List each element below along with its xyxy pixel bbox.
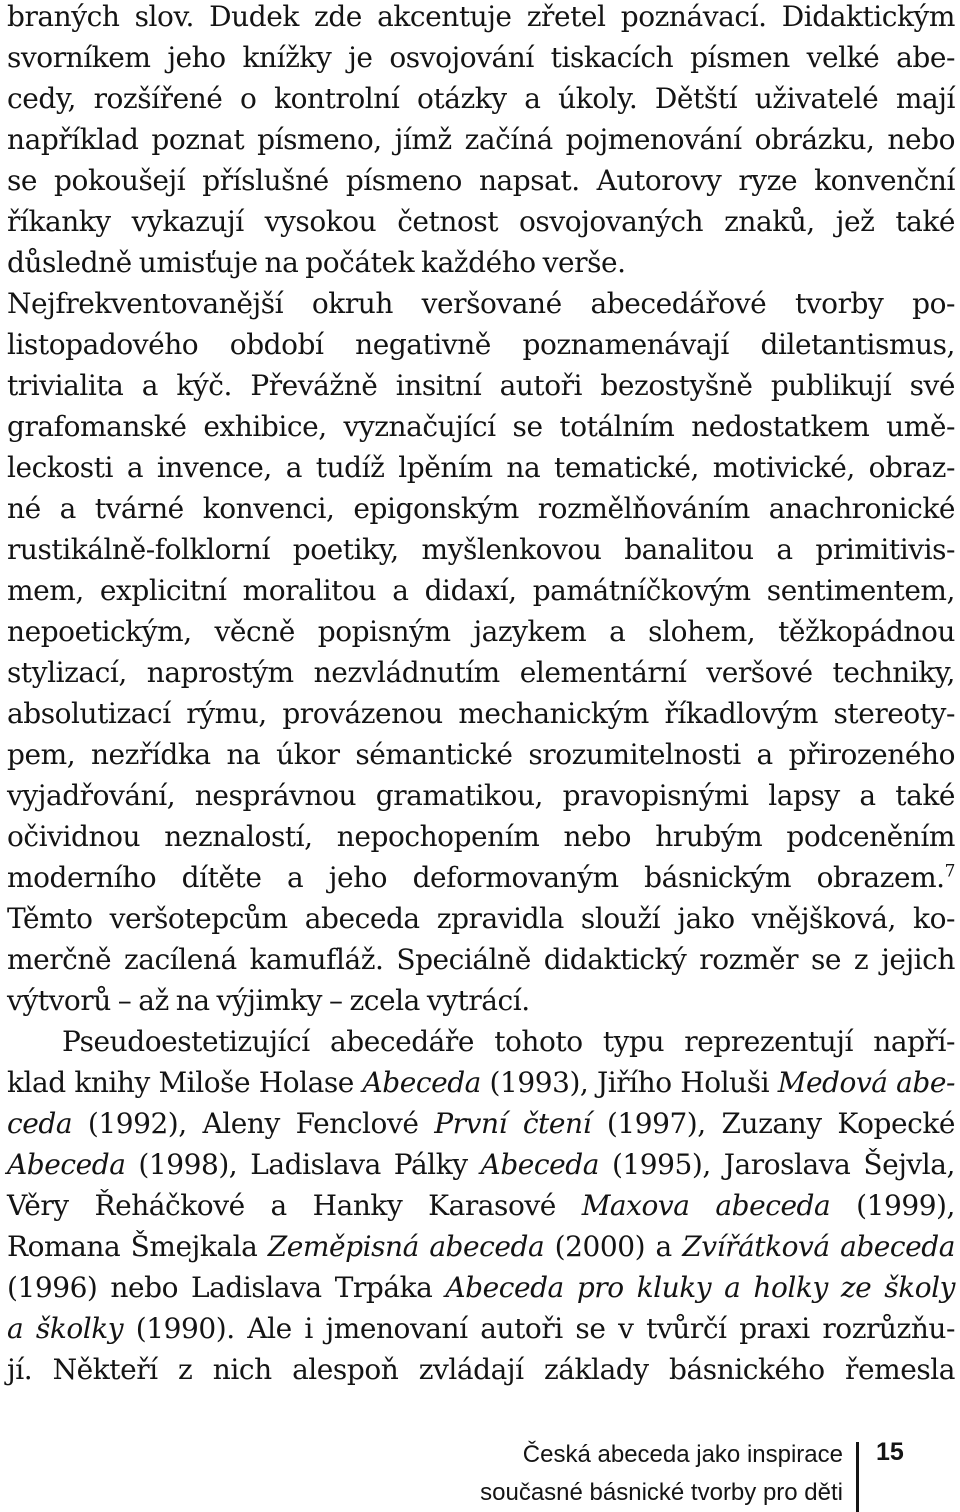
text-segment: absolutizací rýmu, provázenou mechanickým říkadlovým stereoty- (7, 697, 955, 730)
italic-title: První čtení (434, 1107, 592, 1140)
text-segment: (1998), Ladislava Pálky (125, 1148, 481, 1181)
text-segment: očividnou neznalostí, nepochopením nebo hrubým podceněním (7, 820, 955, 853)
text-line (7, 980, 955, 1021)
text-line (7, 201, 955, 242)
footnote-marker: 7 (944, 861, 955, 882)
running-head-line-2: současné básnické tvorby pro děti (480, 1479, 843, 1506)
text-line (7, 1226, 955, 1267)
text-segment: né a tvárné konvenci, epigonským rozmělňováním anachronické (7, 492, 955, 525)
text-line (7, 1308, 955, 1349)
text-line (7, 37, 955, 78)
text-line (7, 0, 955, 37)
text-segment: pem, nezřídka na úkor sémantické srozumitelnosti a přirozeného (7, 738, 955, 771)
text-segment: (1999), (830, 1189, 955, 1222)
text-line (7, 1062, 955, 1103)
text-line (7, 447, 955, 488)
text-segment: (1995), Jaroslava Šejvla, (598, 1148, 956, 1181)
text-segment: trivialita a kýč. Převážně insitní autoři bezostyšně publikují své (7, 369, 955, 402)
text-line (7, 652, 955, 693)
text-segment: například poznat písmeno, jímž začíná pojmenování obrázku, nebo (7, 123, 955, 156)
text-segment: grafomanské exhibice, vyznačující se totálním nedostatkem umě- (7, 410, 955, 443)
text-line (7, 365, 955, 406)
text-segment: (1993), Jiřího Holuši (480, 1066, 778, 1099)
text-segment: rustikálně-folklorní poetiky, myšlenkovou banalitou a primitivis- (7, 533, 955, 566)
text-segment: nepoetickým, věcně popisným jazykem a slohem, těžkopádnou (7, 615, 955, 648)
text-line (7, 857, 955, 898)
text-segment: Těmto veršotepcům abeceda zpravidla slouží jako vnějšková, ko- (7, 902, 955, 935)
text-line (7, 529, 955, 570)
running-head-line-1: Česká abeceda jako inspirace (522, 1441, 843, 1468)
text-line (7, 1021, 955, 1062)
text-segment: moderního dítěte a jeho deformovaným básnickým obrazem. (7, 861, 945, 894)
text-segment: jí. Někteří z nich alespoň zvládají základy básnického řemesla (7, 1353, 955, 1386)
text-segment: (1997), Zuzany Kopecké (591, 1107, 955, 1140)
text-segment: (1990). Ale i jmenovaní autoři se v tvůrčí praxi rozrůzňu- (123, 1312, 955, 1345)
text-segment: Věry Řeháčkové a Hanky Karasové (7, 1189, 582, 1222)
text-line (7, 119, 955, 160)
page-body-text (7, 0, 955, 1390)
text-line (7, 570, 955, 611)
text-segment: (1996) nebo Ladislava Trpáka (7, 1271, 446, 1304)
text-line (7, 898, 955, 939)
text-line (7, 1267, 955, 1308)
text-segment: listopadového období negativně poznamenávají diletantismus, (7, 328, 955, 361)
text-segment: se pokoušejí příslušné písmeno napsat. Autorovy ryze konvenční (7, 164, 955, 197)
italic-title: Abeceda pro kluky a holky ze školy (445, 1271, 955, 1304)
text-line (7, 242, 955, 283)
text-segment: klad knihy Miloše Holase (7, 1066, 363, 1099)
text-segment: říkanky vykazují vysokou četnost osvojovaných znaků, jež také (7, 205, 955, 238)
text-line (7, 611, 955, 652)
text-segment: leckosti a invence, a tudíž lpěním na tematické, motivické, obraz- (7, 451, 955, 484)
running-head (480, 1436, 843, 1512)
text-line (7, 775, 955, 816)
text-line (7, 160, 955, 201)
italic-title: Zeměpisná abeceda (267, 1230, 545, 1263)
page-number: 15 (876, 1438, 904, 1466)
text-segment: Nejfrekventovanější okruh veršované abecedářové tvorby po- (7, 287, 955, 320)
footer-divider (856, 1442, 859, 1512)
italic-title: Zvířátková abeceda (682, 1230, 955, 1263)
text-line (7, 734, 955, 775)
text-segment: braných slov. Dudek zde akcentuje zřetel poznávací. Didaktickým (7, 0, 955, 33)
text-line (7, 1144, 955, 1185)
text-line (7, 1185, 955, 1226)
text-segment: mem, explicitní moralitou a didaxí, památníčkovým sentimentem, (7, 574, 955, 607)
text-line (7, 78, 955, 119)
text-line (7, 816, 955, 857)
text-segment: důsledně umisťuje na počátek každého verše. (7, 246, 626, 279)
text-line (7, 1349, 955, 1390)
italic-title: Abeceda (480, 1148, 599, 1181)
text-segment: výtvorů – až na výjimky – zcela vytrácí. (7, 984, 530, 1017)
text-segment: cedy, rozšířené o kontrolní otázky a úkoly. Dětští uživatelé mají (7, 82, 955, 115)
text-line (7, 1103, 955, 1144)
text-line (7, 406, 955, 447)
text-segment: merčně zacílená kamufláž. Speciálně didaktický rozměr se z jejich (7, 943, 955, 976)
text-segment: Pseudoestetizující abecedáře tohoto typu reprezentují napří- (62, 1025, 955, 1058)
text-line (7, 324, 955, 365)
italic-title: ceda (7, 1107, 73, 1140)
italic-title: Medová abe- (777, 1066, 955, 1099)
text-segment: stylizací, naprostým nezvládnutím elementární veršové techniky, (7, 656, 955, 689)
italic-title: a školky (7, 1312, 124, 1345)
text-line (7, 488, 955, 529)
text-segment: (2000) a (544, 1230, 683, 1263)
italic-title: Abeceda (362, 1066, 481, 1099)
italic-title: Abeceda (7, 1148, 126, 1181)
text-line (7, 693, 955, 734)
text-line (7, 283, 955, 324)
text-segment: vyjadřování, nesprávnou gramatikou, pravopisnými lapsy a také (7, 779, 955, 812)
italic-title: Maxova abeceda (581, 1189, 831, 1222)
page-footer (0, 1436, 960, 1512)
text-line (7, 939, 955, 980)
text-segment: (1992), Aleny Fenclové (72, 1107, 435, 1140)
text-segment: Romana Šmejkala (7, 1230, 268, 1263)
text-segment: svorníkem jeho knížky je osvojování tiskacích písmen velké abe- (7, 41, 955, 74)
